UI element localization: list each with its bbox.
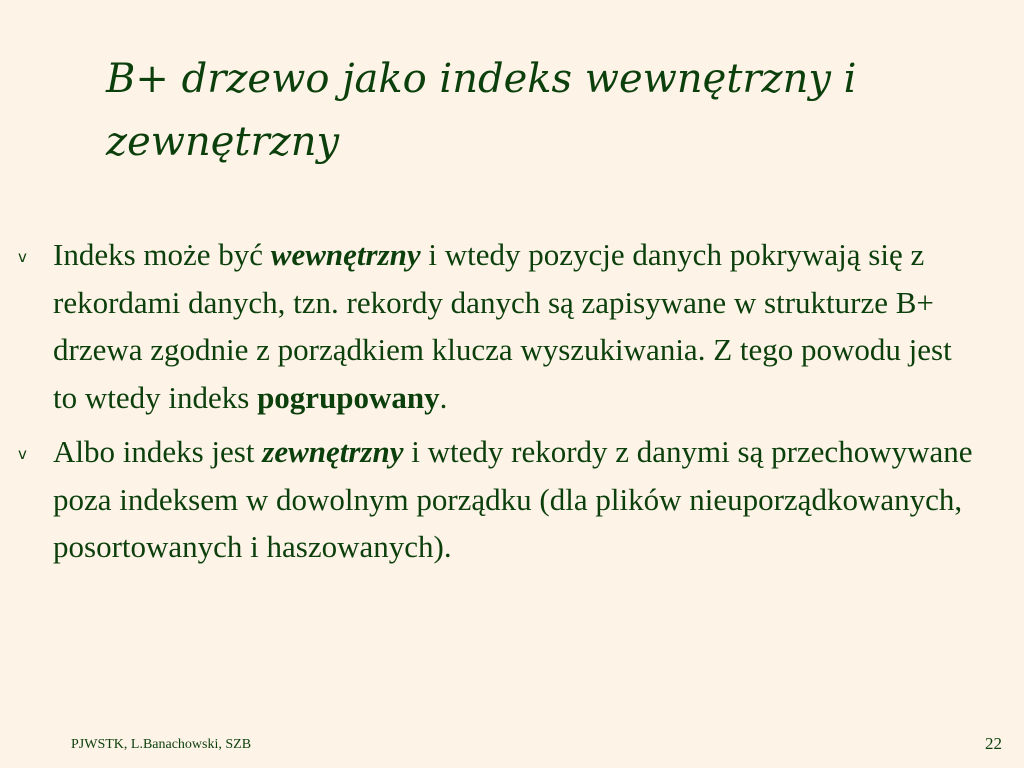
bullet-text: i wtedy pozycje danych pokrywają się z rekordami danych, tzn. rekordy danych są zapisywane w strukturze B+ drzewa zgodnie z porządkiem klucza wyszukiwania. Z tego powodu jest to wtedy indeks	[53, 237, 952, 415]
term-external: zewnętrzny	[262, 434, 404, 469]
footer-author: PJWSTK, L.Banachowski, SZB	[71, 737, 252, 752]
bullet-text: Indeks może być	[53, 237, 271, 272]
slide-title: B+ drzewo jako indeks wewnętrzny i zewnętrzny	[106, 56, 857, 165]
bullet-marker-icon: v	[18, 445, 27, 463]
bullet-item-internal-index	[18, 231, 978, 421]
term-clustered: pogrupowany	[257, 379, 440, 415]
bullet-list	[18, 231, 978, 578]
bullet-marker-icon: v	[18, 248, 27, 266]
slide-number: 22	[985, 734, 1002, 753]
bullet-text: .	[439, 379, 448, 415]
term-internal: wewnętrzny	[270, 237, 421, 272]
bullet-text: Albo indeks jest	[53, 434, 263, 469]
bullet-item-external-index	[18, 428, 978, 571]
bullet-text: i wtedy rekordy z danymi są przechowywane poza indeksem w dowolnym porządku (dla plików nieuporządkowanych, posortowanych i haszowanych).	[53, 434, 973, 564]
